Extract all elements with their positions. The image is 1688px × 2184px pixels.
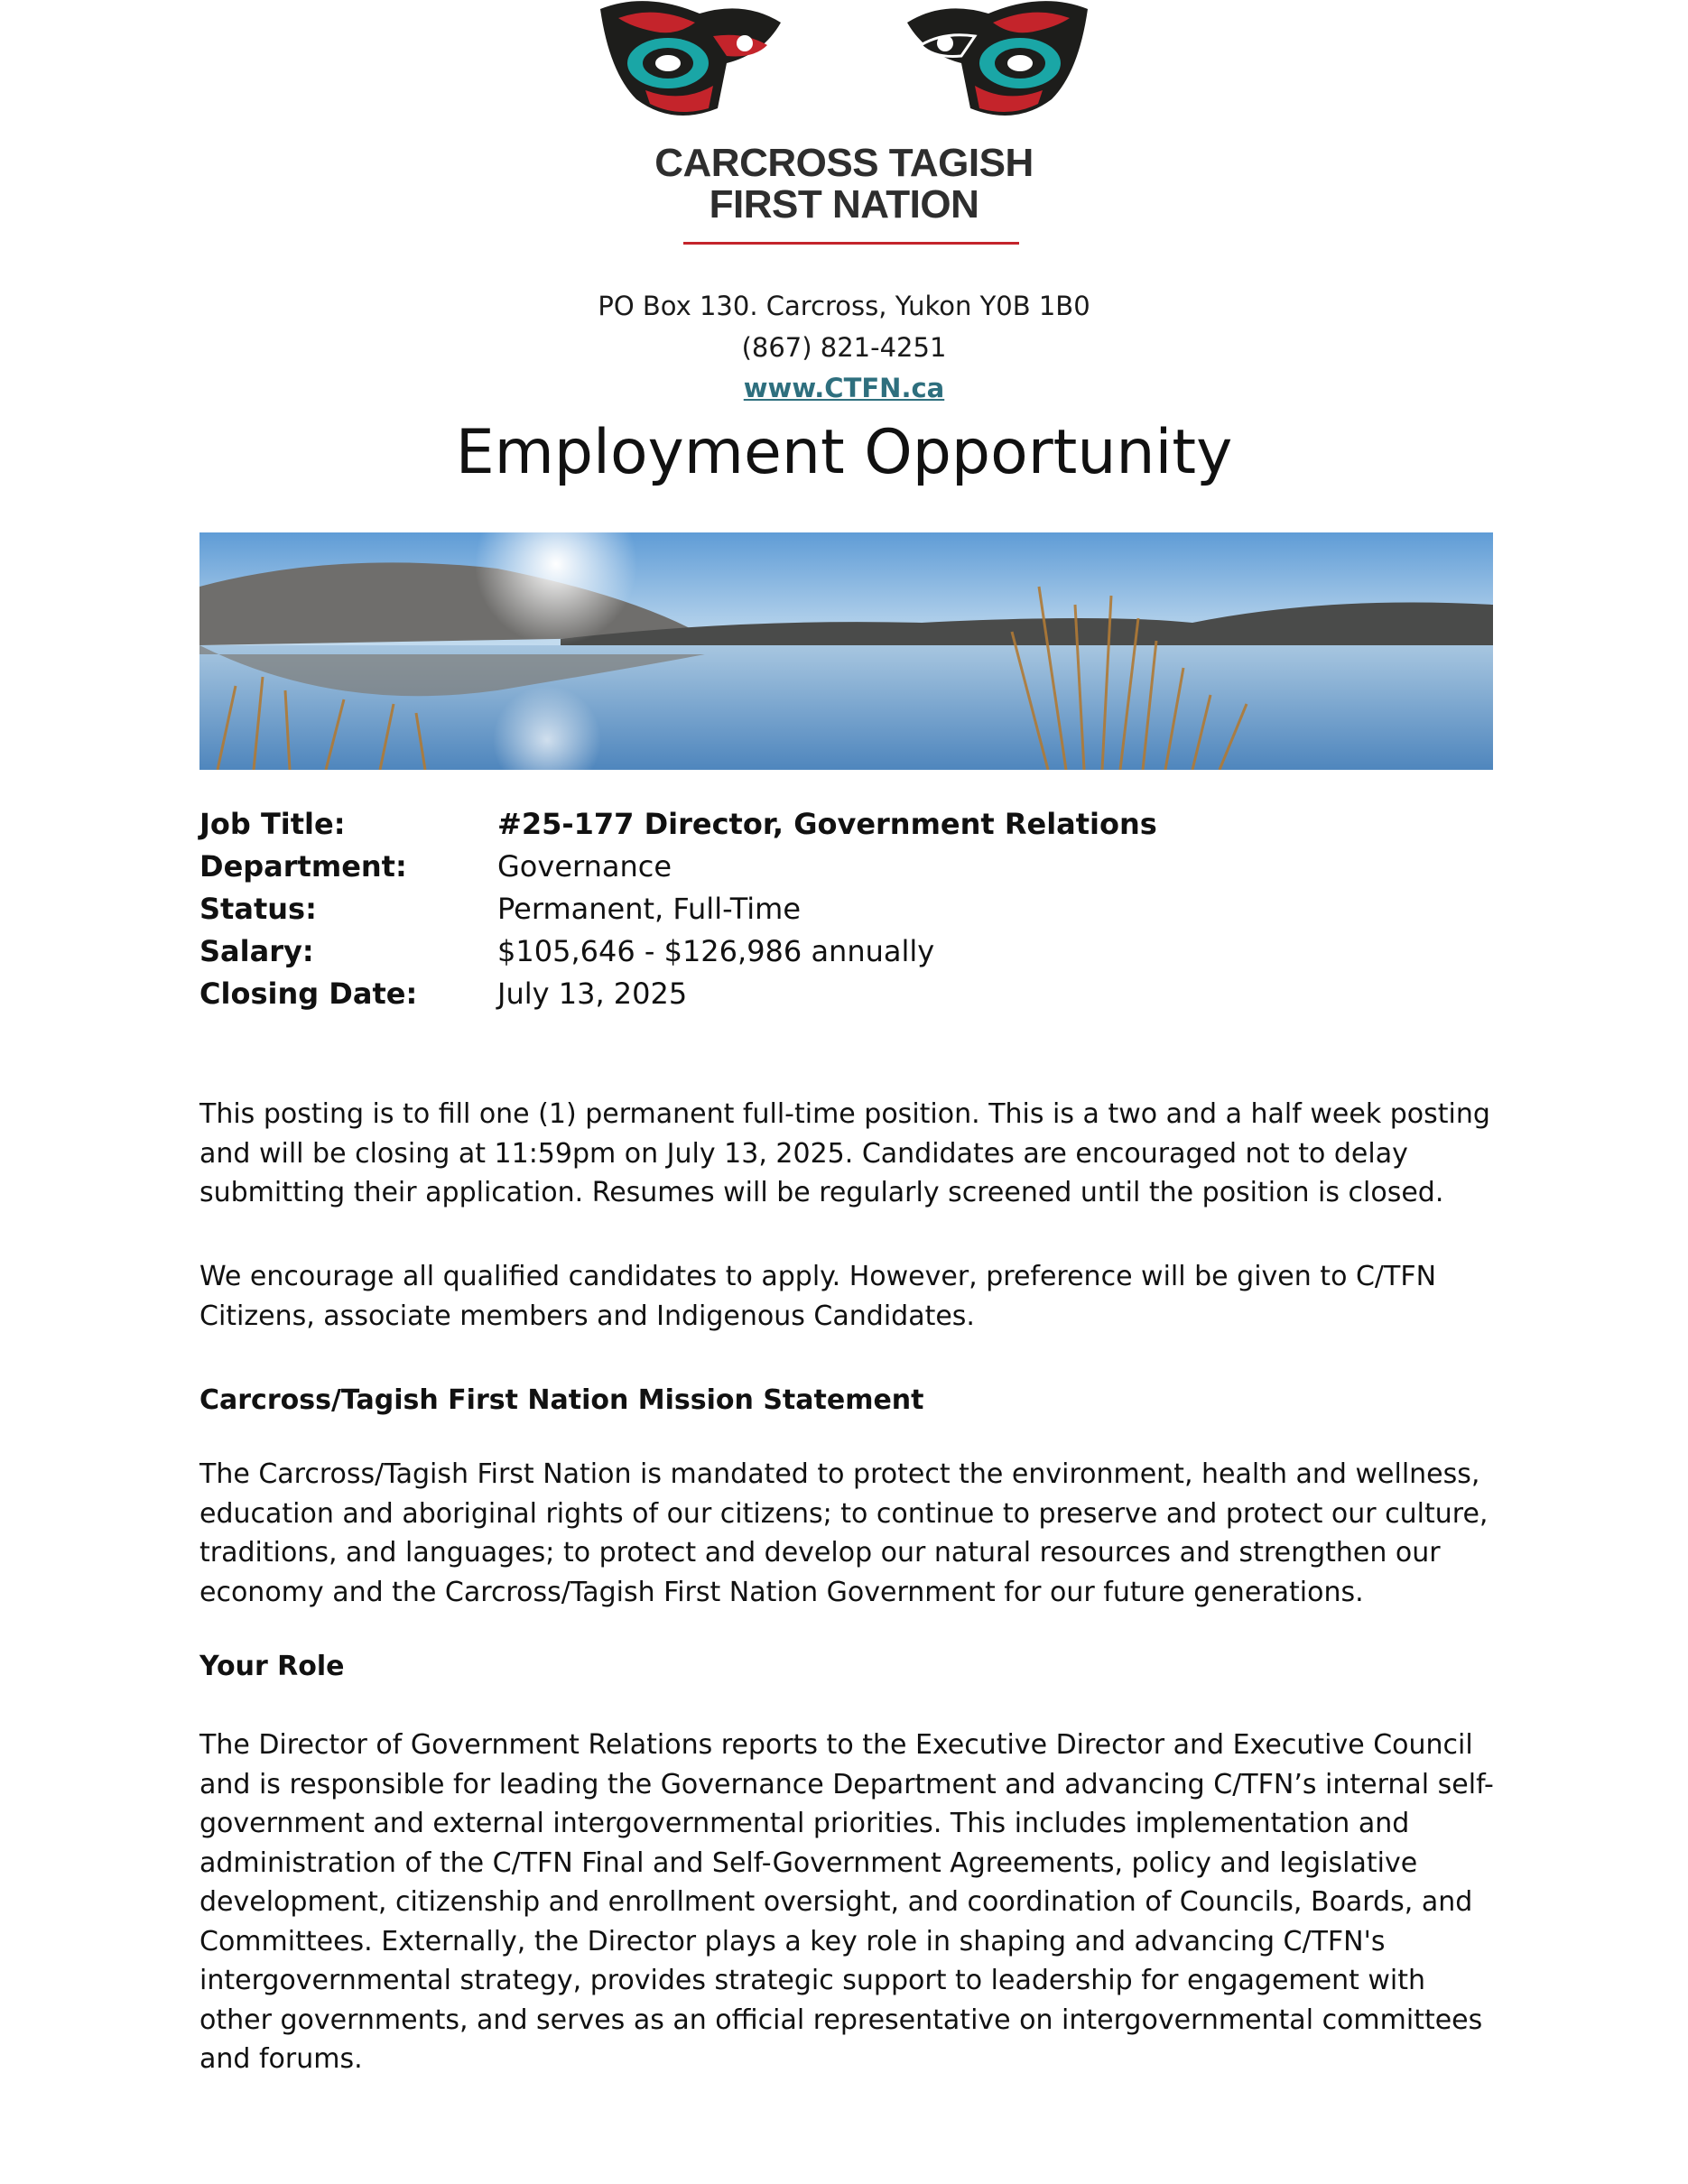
field-row-closing-date — [199, 973, 1493, 1015]
right-crest-figure — [907, 1, 1088, 116]
logo-divider — [683, 242, 1019, 245]
role-paragraph: The Director of Government Relations reports to the Executive Director and Executive Council and is responsible for leading the Governance Department and advancing C/TFN’s internal self-government and external intergovernmental priorities. This includes implementation and administration of the C/TFN Final and Self-Government Agreements, policy and legislative development, citizenship and enrollment oversight, and coordination of Councils, Boards, and Committees. Externally, the Director plays a key role in shaping and advancing C/TFN's intergovernmental strategy, provides strategic support to leadership for engagement with other governments, and serves as an official representative on intergovernmental committees and forums. — [199, 1729, 1494, 2075]
field-label: Closing Date: — [199, 976, 418, 1011]
field-row-salary — [199, 930, 1493, 973]
mission-paragraph: The Carcross/Tagish First Nation is mandated to protect the environment, health and wellness, education and aboriginal rights of our citizens; to continue to preserve and protect our culture, traditions, and languages; to protect and develop our natural resources and strengthen our economy and the Carcross/Tagish First Nation Government for our future generations. — [199, 1458, 1489, 1608]
field-row-job-title — [199, 803, 1493, 846]
field-value: $105,646 - $126,986 annually — [497, 934, 935, 968]
website-link[interactable]: www.CTFN.ca — [743, 373, 945, 403]
field-row-department — [199, 846, 1493, 888]
org-name-line1: CARCROSS TAGISH — [654, 141, 1034, 185]
field-label: Status: — [199, 892, 317, 926]
field-value: Governance — [497, 849, 672, 884]
field-label: Department: — [199, 849, 407, 884]
field-label: Salary: — [199, 934, 314, 968]
intro-paragraph: This posting is to fill one (1) permanent full-time position. This is a two and a half week posting and will be closing at 11:59pm on July 13, 2025. Candidates are encouraged not to delay submitting their application. Resumes will be regularly screened until the position is closed. — [199, 1098, 1490, 1208]
lake-landscape-banner — [199, 532, 1493, 770]
job-details — [199, 803, 1493, 1015]
field-value: July 13, 2025 — [497, 976, 688, 1011]
field-value: #25-177 Director, Government Relations — [497, 807, 1157, 841]
left-crest-figure — [600, 1, 781, 116]
org-name — [591, 143, 1097, 226]
phone: (867) 821-4251 — [741, 332, 947, 363]
field-row-status — [199, 888, 1493, 930]
field-label: Job Title: — [199, 807, 346, 841]
field-value: Permanent, Full-Time — [497, 892, 801, 926]
role-heading: Your Role — [199, 1651, 345, 1682]
org-name-line2: FIRST NATION — [709, 182, 979, 227]
mission-heading: Carcross/Tagish First Nation Mission Statement — [199, 1384, 924, 1416]
address: PO Box 130. Carcross, Yukon Y0B 1B0 — [598, 291, 1090, 321]
page-title: Employment Opportunity — [455, 417, 1233, 488]
preference-paragraph: We encourage all qualified candidates to apply. However, preference will be given to C/TFN Citizens, associate members and Indigenous Candidates. — [199, 1261, 1437, 1332]
